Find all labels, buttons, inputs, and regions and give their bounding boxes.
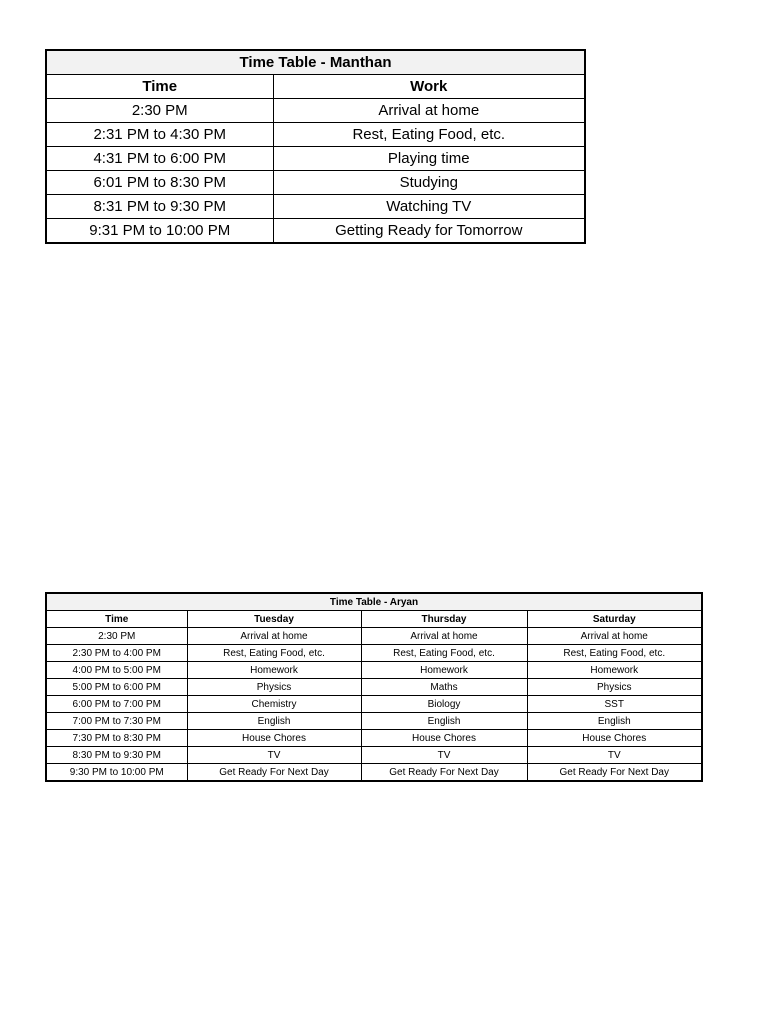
table-cell: 7:00 PM to 7:30 PM: [46, 713, 187, 730]
table-cell: Rest, Eating Food, etc.: [527, 645, 702, 662]
table-row: [46, 730, 702, 747]
table-header-row: [46, 75, 585, 99]
column-header-thursday: Thursday: [361, 611, 527, 628]
table-cell: English: [361, 713, 527, 730]
table-cell: 2:31 PM to 4:30 PM: [46, 123, 273, 147]
table-cell: Rest, Eating Food, etc.: [273, 123, 585, 147]
table-body: [46, 99, 585, 244]
table-cell: Getting Ready for Tomorrow: [273, 219, 585, 244]
table-cell: Chemistry: [187, 696, 361, 713]
table-cell: House Chores: [187, 730, 361, 747]
table-cell: 8:30 PM to 9:30 PM: [46, 747, 187, 764]
table-cell: Arrival at home: [527, 628, 702, 645]
table-cell: TV: [361, 747, 527, 764]
table-cell: Maths: [361, 679, 527, 696]
table-cell: 5:00 PM to 6:00 PM: [46, 679, 187, 696]
table-cell: English: [187, 713, 361, 730]
table-cell: SST: [527, 696, 702, 713]
table-cell: 6:00 PM to 7:00 PM: [46, 696, 187, 713]
table-cell: TV: [187, 747, 361, 764]
table-cell: Homework: [187, 662, 361, 679]
table-cell: House Chores: [361, 730, 527, 747]
table-header-row: [46, 611, 702, 628]
table-cell: 4:00 PM to 5:00 PM: [46, 662, 187, 679]
table-cell: Homework: [361, 662, 527, 679]
table-cell: Studying: [273, 171, 585, 195]
table-row: [46, 147, 585, 171]
table-row: [46, 764, 702, 782]
table-cell: 4:31 PM to 6:00 PM: [46, 147, 273, 171]
table-cell: House Chores: [527, 730, 702, 747]
table-row: [46, 747, 702, 764]
table-row: [46, 662, 702, 679]
table-cell: 7:30 PM to 8:30 PM: [46, 730, 187, 747]
table-cell: Physics: [527, 679, 702, 696]
table-cell: Physics: [187, 679, 361, 696]
table-cell: 2:30 PM: [46, 628, 187, 645]
table-cell: Homework: [527, 662, 702, 679]
table-row: [46, 195, 585, 219]
column-header-time: Time: [46, 75, 273, 99]
table-row: [46, 645, 702, 662]
table-row: [46, 219, 585, 244]
table-row: [46, 713, 702, 730]
column-header-saturday: Saturday: [527, 611, 702, 628]
table-cell: 8:31 PM to 9:30 PM: [46, 195, 273, 219]
column-header-work: Work: [273, 75, 585, 99]
table-cell: Get Ready For Next Day: [187, 764, 361, 782]
table-title: Time Table - Manthan: [46, 50, 585, 75]
table-row: [46, 99, 585, 123]
table-cell: Playing time: [273, 147, 585, 171]
table-title-row: [46, 593, 702, 611]
table-row: [46, 679, 702, 696]
table-title: Time Table - Aryan: [46, 593, 702, 611]
table-cell: Rest, Eating Food, etc.: [187, 645, 361, 662]
table-cell: 6:01 PM to 8:30 PM: [46, 171, 273, 195]
table-row: [46, 696, 702, 713]
table-cell: TV: [527, 747, 702, 764]
table-cell: Watching TV: [273, 195, 585, 219]
table-cell: Arrival at home: [361, 628, 527, 645]
column-header-time: Time: [46, 611, 187, 628]
table-cell: Get Ready For Next Day: [361, 764, 527, 782]
table-cell: 9:31 PM to 10:00 PM: [46, 219, 273, 244]
table-cell: 2:30 PM: [46, 99, 273, 123]
table-cell: Biology: [361, 696, 527, 713]
table-row: [46, 171, 585, 195]
table-body: [46, 628, 702, 782]
table-row: [46, 628, 702, 645]
table-cell: Get Ready For Next Day: [527, 764, 702, 782]
table-title-row: [46, 50, 585, 75]
table-row: [46, 123, 585, 147]
table-cell: Rest, Eating Food, etc.: [361, 645, 527, 662]
table-cell: Arrival at home: [273, 99, 585, 123]
table-cell: Arrival at home: [187, 628, 361, 645]
aryan-timetable: [45, 592, 703, 782]
column-header-tuesday: Tuesday: [187, 611, 361, 628]
table-cell: English: [527, 713, 702, 730]
manthan-timetable: [45, 49, 586, 244]
table-cell: 9:30 PM to 10:00 PM: [46, 764, 187, 782]
table-cell: 2:30 PM to 4:00 PM: [46, 645, 187, 662]
